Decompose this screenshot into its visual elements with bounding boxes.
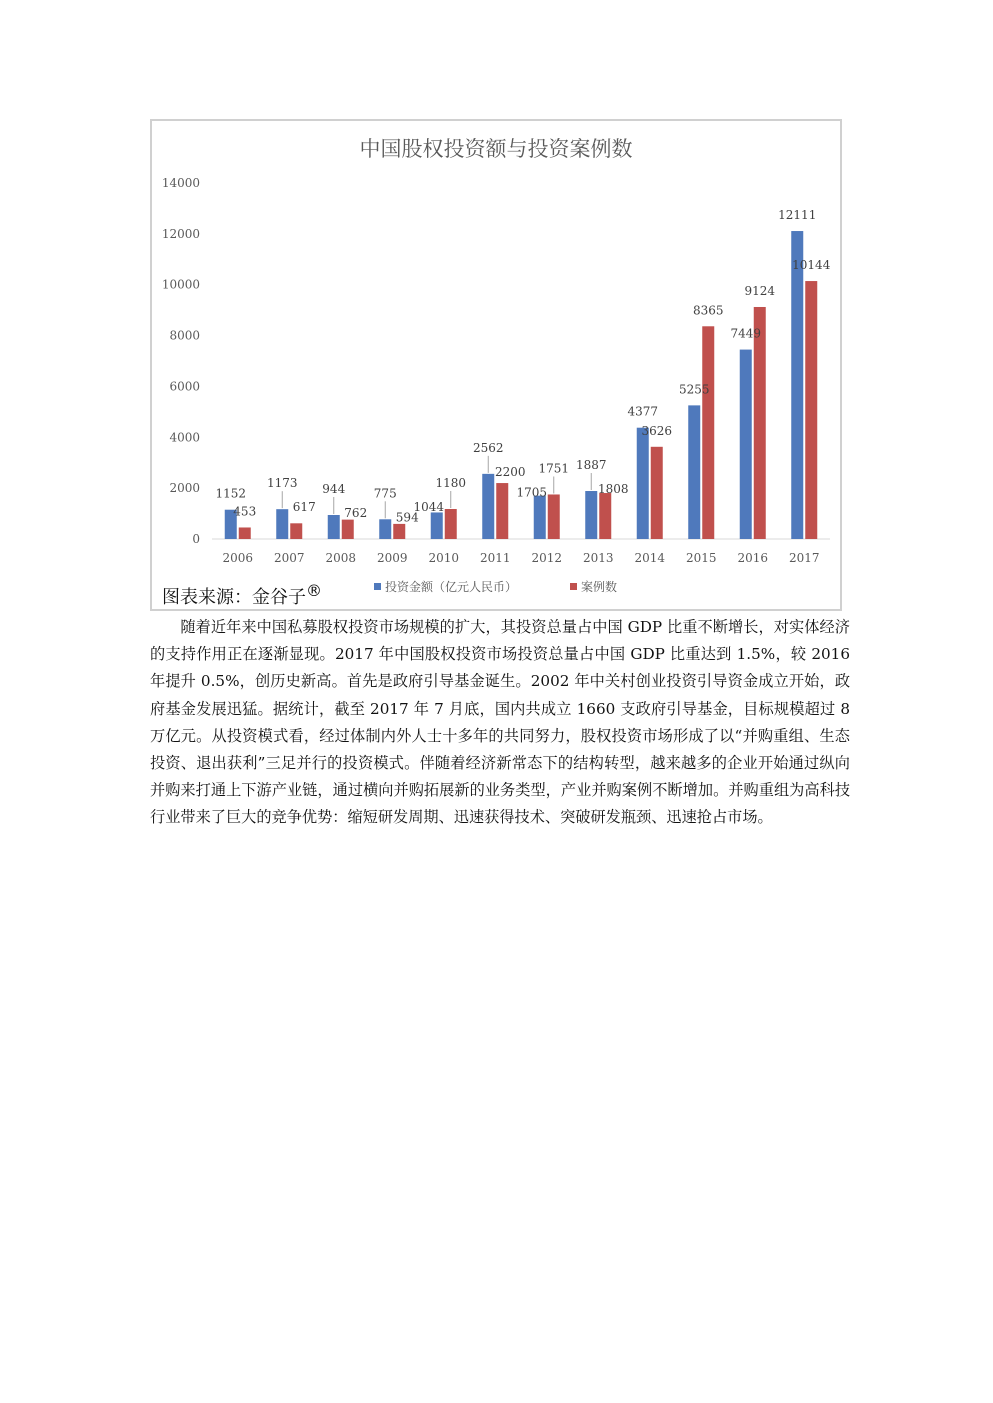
data-label-cases: 9124 — [744, 283, 776, 298]
x-tick-label: 2014 — [634, 551, 666, 565]
y-tick-label: 10000 — [161, 277, 200, 292]
data-label-cases: 2200 — [494, 464, 526, 479]
data-label-cases: 453 — [233, 504, 257, 519]
bar-investment-amount — [740, 350, 752, 539]
x-tick-label: 2010 — [428, 551, 460, 565]
source-text: 图表来源：金谷子 — [162, 587, 306, 608]
bar-investment-amount — [431, 512, 443, 539]
bar-investment-amount — [688, 405, 700, 539]
legend-label-investment: 投资金额（亿元人民币） — [385, 580, 518, 594]
data-label-investment: 775 — [373, 486, 397, 501]
x-tick-label: 2011 — [479, 551, 511, 565]
bar-case-count — [393, 524, 405, 539]
bar-investment-amount — [276, 509, 288, 539]
bar-case-count — [754, 307, 766, 539]
legend-swatch-cases — [570, 583, 577, 590]
y-tick-label: 14000 — [161, 176, 200, 190]
bar-case-count — [651, 447, 663, 539]
y-tick-label: 6000 — [169, 379, 200, 394]
x-tick-label: 2013 — [582, 551, 614, 565]
bar-case-count — [445, 509, 457, 539]
bar-case-count — [290, 523, 302, 539]
data-label-cases: 594 — [395, 510, 419, 525]
y-tick-label: 0 — [192, 532, 200, 546]
legend-swatch-investment — [374, 583, 381, 590]
x-tick-label: 2008 — [325, 551, 357, 565]
x-tick-label: 2007 — [273, 551, 305, 565]
y-tick-label: 4000 — [169, 430, 200, 445]
bar-case-count — [342, 520, 354, 539]
bar-investment-amount — [585, 491, 597, 539]
data-label-cases: 617 — [292, 500, 316, 515]
bar-investment-amount — [482, 474, 494, 539]
bar-investment-amount — [534, 496, 546, 539]
x-tick-label: 2015 — [685, 551, 717, 565]
body-paragraph: 随着近年来中国私募股权投资市场规模的扩大，其投资总量占中国 GDP 比重不断增长，对实体经济的支持作用正在逐渐显现。2017 年中国股权投资市场投资总量占中国 GDP 比重达到 1.5%，较 2016 年提升 0.5%，创历史新高。首先是政府引导基金诞生。2002 年中关村创业投资引导资金成立开始，政府基金发展迅猛。据统计，截至 2017 年 7 月底，国内共成立 1660 支政府引导基金，目标规模超过 8 万亿元。从投资模式看，经过体制内外人士十多年的共同努力，股权投资市场形成了以“并购重组、生态投资、退出获利”三足并行的投资模式。伴随着经济新常态下的结构转型，越来越多的企业开始通过纵向并购来打通上下游产业链，通过横向并购拓展新的业务类型，产业并购案例不断增加。并购重组为高科技行业带来了巨大的竞争优势：缩短研发周期、迅速获得技术、突破研发瓶颈、迅速抢占市场。 — [150, 618, 850, 827]
bar-case-count — [496, 483, 508, 539]
data-label-cases: 1180 — [435, 475, 467, 490]
data-label-cases: 3626 — [641, 423, 673, 438]
bar-investment-amount — [379, 519, 391, 539]
bar-case-count — [548, 494, 560, 539]
x-tick-label: 2016 — [737, 551, 769, 565]
data-label-investment: 1152 — [215, 486, 247, 501]
data-label-cases: 1751 — [538, 461, 570, 476]
data-label-cases: 8365 — [692, 303, 724, 318]
legend-label-cases: 案例数 — [581, 580, 618, 594]
bar-case-count — [805, 281, 817, 539]
bar-investment-amount — [791, 231, 803, 539]
data-label-investment: 5255 — [678, 382, 710, 397]
data-label-investment: 1705 — [516, 485, 548, 500]
y-tick-label: 2000 — [169, 481, 200, 496]
bar-investment-amount — [637, 428, 649, 539]
data-label-cases: 10144 — [792, 258, 831, 273]
data-label-investment: 12111 — [778, 208, 817, 223]
chart-title: 中国股权投资额与投资案例数 — [359, 137, 633, 161]
x-tick-label: 2017 — [788, 551, 820, 565]
data-label-investment: 2562 — [472, 440, 504, 455]
bar-case-count — [239, 527, 251, 539]
data-label-investment: 1173 — [266, 476, 298, 491]
bar-case-count — [702, 326, 714, 539]
registered-mark: ® — [306, 581, 322, 600]
x-tick-label: 2006 — [222, 551, 254, 565]
y-tick-label: 8000 — [169, 328, 200, 343]
bar-investment-amount — [328, 515, 340, 539]
bar-chart — [152, 121, 840, 609]
y-tick-label: 12000 — [161, 226, 200, 241]
data-label-investment: 4377 — [627, 404, 659, 419]
data-label-investment: 1887 — [575, 458, 607, 473]
data-label-investment: 944 — [322, 481, 346, 496]
bar-case-count — [599, 493, 611, 539]
data-label-cases: 1808 — [597, 482, 629, 497]
data-label-investment: 1044 — [413, 499, 445, 514]
data-label-investment: 7449 — [730, 326, 762, 341]
chart-container — [150, 119, 842, 611]
chart-source — [162, 583, 322, 609]
data-label-cases: 762 — [344, 505, 368, 520]
x-tick-label: 2009 — [376, 551, 408, 565]
x-tick-label: 2012 — [531, 551, 563, 565]
